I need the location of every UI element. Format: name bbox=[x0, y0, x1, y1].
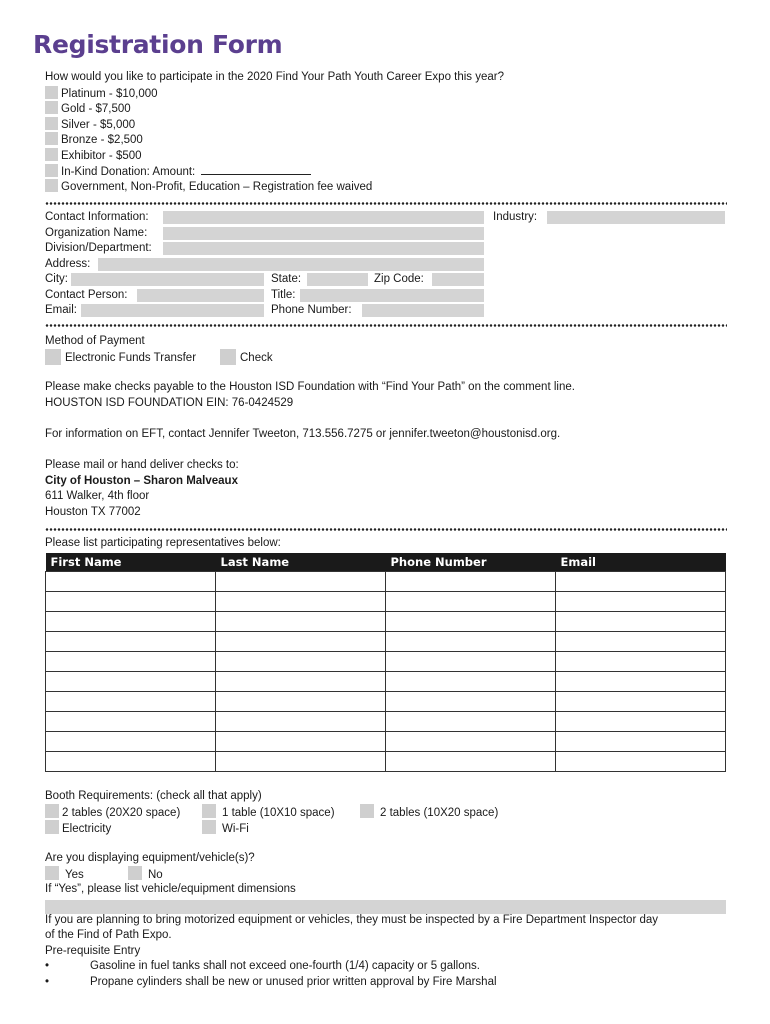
table-cell[interactable] bbox=[556, 632, 726, 652]
equipment-question: Are you displaying equipment/vehicle(s)? bbox=[45, 852, 255, 864]
zip-field[interactable] bbox=[432, 273, 484, 286]
checkbox[interactable] bbox=[128, 866, 142, 880]
table-cell[interactable] bbox=[216, 572, 386, 592]
option-inkind[interactable]: In-Kind Donation: Amount: bbox=[45, 163, 311, 179]
checkbox[interactable] bbox=[45, 132, 58, 145]
state-field[interactable] bbox=[307, 273, 368, 286]
page-title: Registration Form bbox=[33, 30, 283, 59]
industry-field[interactable] bbox=[547, 211, 725, 224]
booth-option-electricity[interactable]: Electricity bbox=[45, 820, 111, 836]
booth-option-3[interactable]: 2 tables (10X20 space) bbox=[360, 804, 498, 820]
division-field[interactable] bbox=[163, 242, 484, 255]
prereq-bullet-1: Gasoline in fuel tanks shall not exceed one-fourth (1/4) capacity or 5 gallons. bbox=[90, 960, 480, 972]
equipment-dimensions-field[interactable] bbox=[45, 900, 726, 914]
checkbox[interactable] bbox=[202, 820, 216, 834]
mail-street: 611 Walker, 4th floor bbox=[45, 490, 150, 502]
booth-option-1[interactable]: 2 tables (20X20 space) bbox=[45, 804, 180, 820]
checkbox[interactable] bbox=[202, 804, 216, 818]
payment-heading: Method of Payment bbox=[45, 335, 145, 347]
title-field[interactable] bbox=[300, 289, 484, 302]
table-cell[interactable] bbox=[386, 672, 556, 692]
table-cell[interactable] bbox=[216, 612, 386, 632]
city-field[interactable] bbox=[71, 273, 264, 286]
table-cell[interactable] bbox=[46, 692, 216, 712]
dotted-divider bbox=[45, 528, 727, 531]
table-row bbox=[46, 612, 726, 632]
checkbox[interactable] bbox=[220, 349, 236, 365]
table-row bbox=[46, 692, 726, 712]
payment-check-option[interactable]: Check bbox=[220, 349, 273, 365]
checkbox[interactable] bbox=[45, 86, 58, 99]
table-cell[interactable] bbox=[46, 632, 216, 652]
table-cell[interactable] bbox=[556, 652, 726, 672]
table-cell[interactable] bbox=[46, 652, 216, 672]
state-label: State: bbox=[271, 273, 302, 285]
table-cell[interactable] bbox=[386, 632, 556, 652]
option-government[interactable]: Government, Non-Profit, Education – Registration fee waived bbox=[45, 179, 372, 194]
contact-person-field[interactable] bbox=[137, 289, 264, 302]
mail-name: City of Houston – Sharon Malveaux bbox=[45, 475, 238, 487]
equipment-if-yes: If “Yes”, please list vehicle/equipment dimensions bbox=[45, 883, 296, 895]
booth-option-wifi[interactable]: Wi-Fi bbox=[202, 820, 249, 836]
table-cell[interactable] bbox=[386, 592, 556, 612]
option-platinum[interactable]: Platinum - $10,000 bbox=[45, 86, 158, 101]
table-cell[interactable] bbox=[216, 752, 386, 772]
table-cell[interactable] bbox=[556, 572, 726, 592]
table-cell[interactable] bbox=[386, 612, 556, 632]
inkind-amount-field[interactable] bbox=[201, 163, 311, 175]
table-cell[interactable] bbox=[46, 752, 216, 772]
organization-field[interactable] bbox=[163, 227, 484, 240]
table-cell[interactable] bbox=[216, 592, 386, 612]
table-row bbox=[46, 632, 726, 652]
representatives-table bbox=[45, 553, 726, 772]
email-label: Email: bbox=[45, 304, 77, 316]
contact-info-field[interactable] bbox=[163, 211, 484, 224]
table-cell[interactable] bbox=[386, 712, 556, 732]
table-cell[interactable] bbox=[556, 672, 726, 692]
checkbox[interactable] bbox=[360, 804, 374, 818]
column-header-last-name: Last Name bbox=[216, 553, 386, 572]
table-row bbox=[46, 752, 726, 772]
inspection-line-1: If you are planning to bring motorized equipment or vehicles, they must be inspected by a Fire Department Inspector day bbox=[45, 914, 659, 926]
table-cell[interactable] bbox=[46, 612, 216, 632]
table-cell[interactable] bbox=[556, 692, 726, 712]
mail-city: Houston TX 77002 bbox=[45, 506, 141, 518]
column-header-first-name: First Name bbox=[46, 553, 216, 572]
city-label: City: bbox=[45, 273, 68, 285]
phone-label: Phone Number: bbox=[271, 304, 352, 316]
address-label: Address: bbox=[45, 258, 91, 270]
phone-field[interactable] bbox=[362, 304, 484, 317]
payment-eft-option[interactable]: Electronic Funds Transfer bbox=[45, 349, 196, 365]
table-row bbox=[46, 712, 726, 732]
option-gold[interactable]: Gold - $7,500 bbox=[45, 101, 131, 116]
booth-heading: Booth Requirements: (check all that apply) bbox=[45, 790, 262, 802]
division-label: Division/Department: bbox=[45, 242, 152, 254]
title-label: Title: bbox=[271, 289, 296, 301]
table-cell[interactable] bbox=[46, 572, 216, 592]
payable-text: Please make checks payable to the Houston ISD Foundation with “Find Your Path” on the comment line. bbox=[45, 381, 575, 393]
table-cell[interactable] bbox=[386, 752, 556, 772]
zip-label: Zip Code: bbox=[374, 273, 424, 285]
participation-question: How would you like to participate in the 2020 Find Your Path Youth Career Expo this year? bbox=[45, 71, 505, 83]
table-cell[interactable] bbox=[216, 692, 386, 712]
column-header-phone: Phone Number bbox=[386, 553, 556, 572]
table-row bbox=[46, 672, 726, 692]
representatives-intro: Please list participating representatives below: bbox=[45, 537, 281, 549]
checkbox[interactable] bbox=[45, 804, 59, 818]
contact-person-label: Contact Person: bbox=[45, 289, 128, 301]
bullet-marker: • bbox=[45, 960, 50, 972]
table-cell[interactable] bbox=[216, 732, 386, 752]
checkbox[interactable] bbox=[45, 101, 58, 114]
dotted-divider bbox=[45, 324, 727, 327]
eft-info-text: For information on EFT, contact Jennifer Tweeton, 713.556.7275 or jennifer.tweeton@houstonisd.org. bbox=[45, 428, 561, 440]
table-cell[interactable] bbox=[216, 672, 386, 692]
email-field[interactable] bbox=[81, 304, 264, 317]
prereq-heading: Pre-requisite Entry bbox=[45, 945, 141, 957]
bullet-marker: • bbox=[45, 976, 50, 988]
option-bronze[interactable]: Bronze - $2,500 bbox=[45, 132, 143, 147]
inspection-line-2: of the Find of Path Expo. bbox=[45, 929, 172, 941]
checkbox[interactable] bbox=[45, 179, 58, 192]
table-cell[interactable] bbox=[386, 692, 556, 712]
option-silver[interactable]: Silver - $5,000 bbox=[45, 117, 135, 132]
equipment-yes-option[interactable]: Yes bbox=[45, 866, 84, 882]
organization-label: Organization Name: bbox=[45, 227, 148, 239]
table-cell[interactable] bbox=[46, 732, 216, 752]
table-cell[interactable] bbox=[386, 732, 556, 752]
equipment-no-option[interactable]: No bbox=[128, 866, 163, 882]
address-field[interactable] bbox=[98, 258, 484, 271]
table-row bbox=[46, 572, 726, 592]
table-cell[interactable] bbox=[386, 572, 556, 592]
table-cell[interactable] bbox=[46, 592, 216, 612]
prereq-bullet-2: Propane cylinders shall be new or unused prior written approval by Fire Marshal bbox=[90, 976, 497, 988]
column-header-email: Email bbox=[556, 553, 726, 572]
table-cell[interactable] bbox=[556, 612, 726, 632]
table-cell[interactable] bbox=[556, 592, 726, 612]
option-exhibitor[interactable]: Exhibitor - $500 bbox=[45, 148, 142, 163]
table-row bbox=[46, 652, 726, 672]
table-row bbox=[46, 732, 726, 752]
table-row bbox=[46, 592, 726, 612]
checkbox[interactable] bbox=[45, 820, 59, 834]
contact-info-label: Contact Information: bbox=[45, 211, 149, 223]
mail-intro: Please mail or hand deliver checks to: bbox=[45, 459, 239, 471]
checkbox[interactable] bbox=[45, 148, 58, 161]
table-cell[interactable] bbox=[216, 712, 386, 732]
checkbox[interactable] bbox=[45, 164, 58, 177]
table-cell[interactable] bbox=[556, 732, 726, 752]
checkbox[interactable] bbox=[45, 349, 61, 365]
table-cell[interactable] bbox=[556, 752, 726, 772]
table-cell[interactable] bbox=[46, 672, 216, 692]
table-cell[interactable] bbox=[556, 712, 726, 732]
table-cell[interactable] bbox=[216, 652, 386, 672]
table-cell[interactable] bbox=[216, 632, 386, 652]
table-cell[interactable] bbox=[386, 652, 556, 672]
checkbox[interactable] bbox=[45, 866, 59, 880]
checkbox[interactable] bbox=[45, 117, 58, 130]
dotted-divider bbox=[45, 202, 727, 205]
table-cell[interactable] bbox=[46, 712, 216, 732]
booth-option-2[interactable]: 1 table (10X10 space) bbox=[202, 804, 335, 820]
industry-label: Industry: bbox=[493, 211, 538, 223]
ein-text: HOUSTON ISD FOUNDATION EIN: 76-0424529 bbox=[45, 397, 294, 409]
